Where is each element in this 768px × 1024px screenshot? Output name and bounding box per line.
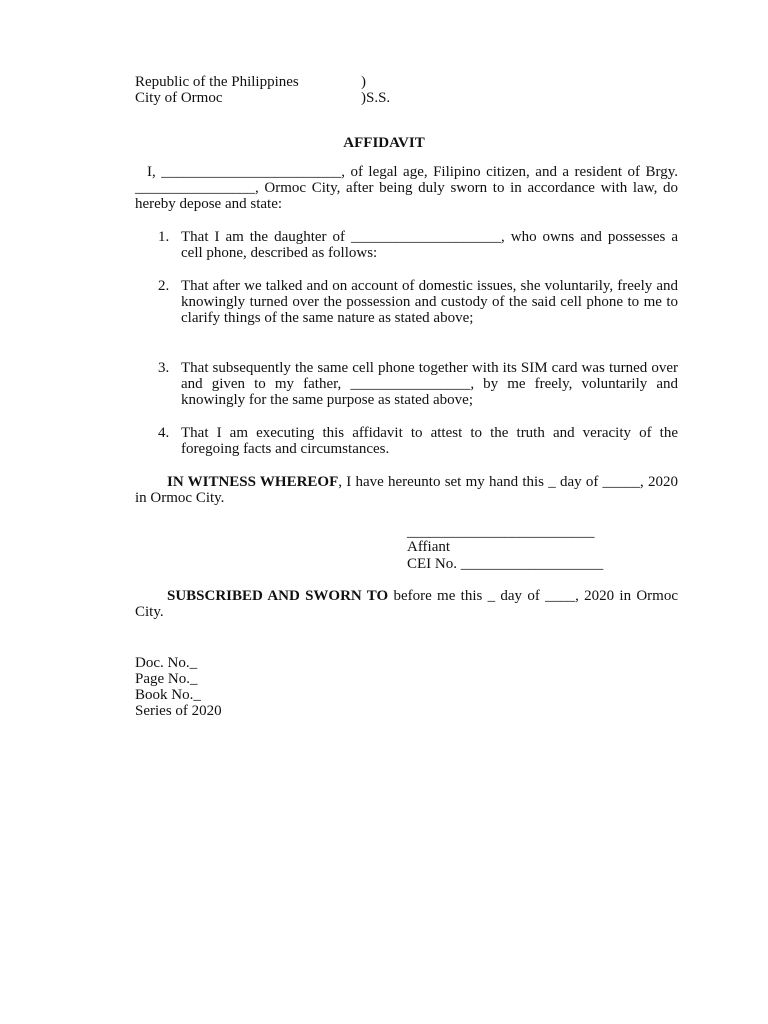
item-number-3: 3. xyxy=(158,360,170,376)
book-number: Book No._ xyxy=(135,687,201,703)
caption-paren: ) xyxy=(361,74,366,90)
page-number: Page No._ xyxy=(135,671,198,687)
item-text-2: That after we talked and on account of domestic issues, she voluntarily, freely and knowingly turned over the possession and custody of the said cell phone to me to clarify things of the same nature as stated above; xyxy=(181,278,678,326)
witness-paragraph xyxy=(135,474,678,506)
subscribed-paragraph xyxy=(135,588,678,620)
caption-city: City of Ormoc xyxy=(135,90,223,106)
affiant-label: Affiant xyxy=(407,539,451,555)
item-text-3: That subsequently the same cell phone together with its SIM card was turned over and given to my father, ________________, by me freely, voluntarily and knowingly for the same purpose as stated above; xyxy=(181,360,678,408)
item-number-2: 2. xyxy=(158,278,170,294)
item-number-1: 1. xyxy=(158,229,170,245)
item-text-1: That I am the daughter of ____________________, who owns and possesses a cell phone, described as follows: xyxy=(181,229,678,261)
item-number-4: 4. xyxy=(158,425,170,441)
caption-ss: )S.S. xyxy=(361,90,391,106)
signature-line: _________________________ xyxy=(407,524,595,540)
witness-bold: IN WITNESS WHEREOF xyxy=(167,474,339,490)
series: Series of 2020 xyxy=(135,703,222,719)
cei-number: CEI No. ___________________ xyxy=(407,556,604,572)
caption-republic: Republic of the Philippines xyxy=(135,74,299,90)
intro-paragraph: I, ________________________, of legal age, Filipino citizen, and a resident of Brgy. ________________, Ormoc City, after being duly sworn to in accordance with law, do hereby depose and state: xyxy=(135,164,678,212)
witness-text: , I have hereunto set my hand this _ day of _____, 2020 in Ormoc City. xyxy=(135,474,678,506)
subscribed-text: before me this _ day of ____, 2020 in Ormoc City. xyxy=(135,588,679,620)
document-title: AFFIDAVIT xyxy=(343,135,425,151)
subscribed-bold: SUBSCRIBED AND SWORN TO xyxy=(167,588,389,604)
item-text-4: That I am executing this affidavit to attest to the truth and veracity of the foregoing facts and circumstances. xyxy=(181,425,678,457)
doc-number: Doc. No._ xyxy=(135,655,198,671)
